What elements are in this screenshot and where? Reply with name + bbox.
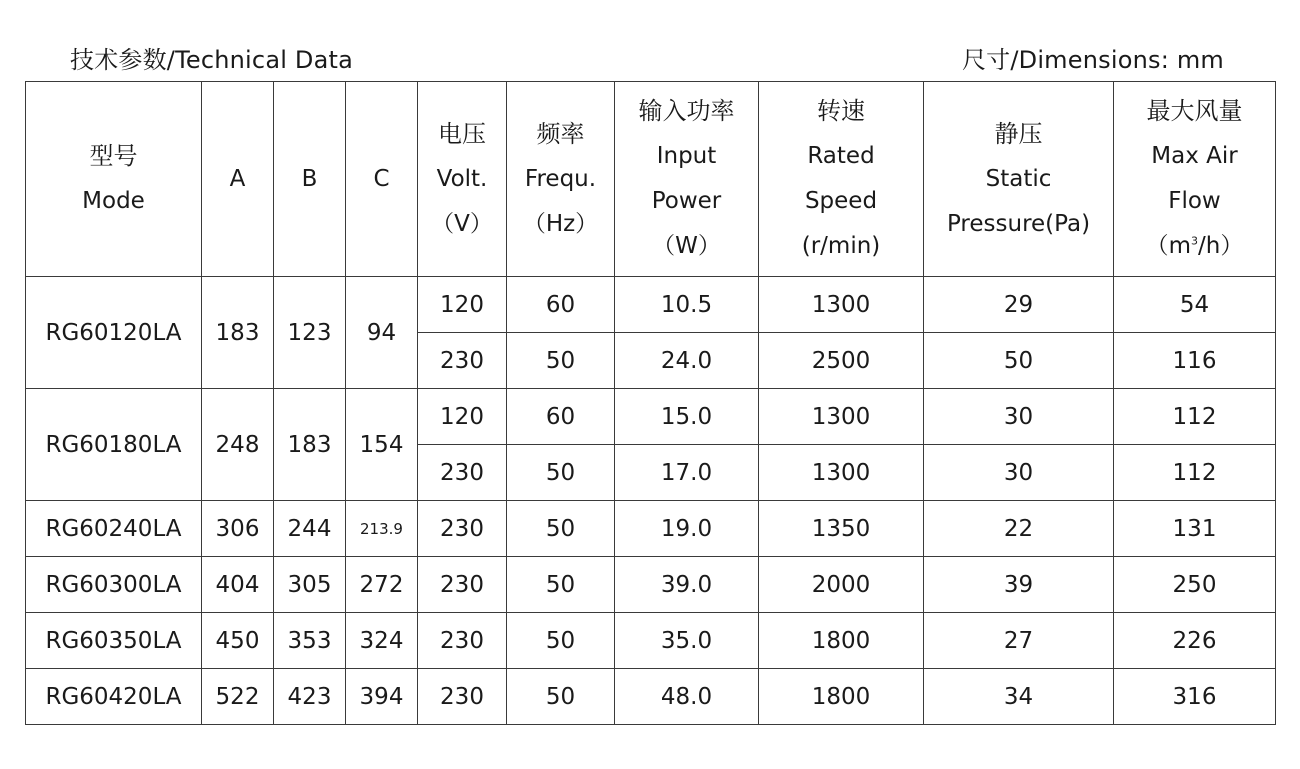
dimension-a-cell: 404: [202, 557, 274, 613]
voltage-cell: 230: [418, 669, 507, 725]
voltage-cell: 230: [418, 613, 507, 669]
rated-speed-cell: 2000: [759, 557, 924, 613]
static-pressure-cell: 34: [924, 669, 1114, 725]
header-rated-speed: 转速 Rated Speed (r/min): [759, 82, 924, 277]
dimension-b-cell: 423: [274, 669, 346, 725]
static-pressure-cell: 30: [924, 445, 1114, 501]
model-cell: RG60180LA: [26, 389, 202, 501]
dimension-a-cell: 450: [202, 613, 274, 669]
frequency-cell: 50: [507, 445, 615, 501]
model-cell: RG60120LA: [26, 277, 202, 389]
model-cell: RG60420LA: [26, 669, 202, 725]
dimension-c-cell: 324: [346, 613, 418, 669]
table-row: [26, 501, 1276, 557]
input-power-cell: 10.5: [615, 277, 759, 333]
dimension-c-cell: 94: [346, 277, 418, 389]
rated-speed-cell: 1350: [759, 501, 924, 557]
table-body: [26, 277, 1276, 725]
header-a: A: [202, 82, 274, 277]
table-row: [26, 669, 1276, 725]
frequency-cell: 60: [507, 389, 615, 445]
dimensions-unit-note: 尺寸/Dimensions: mm: [961, 46, 1224, 74]
header-voltage: 电压 Volt. （V）: [418, 82, 507, 277]
rated-speed-cell: 1300: [759, 277, 924, 333]
max-air-flow-cell: 316: [1114, 669, 1276, 725]
input-power-cell: 35.0: [615, 613, 759, 669]
frequency-cell: 50: [507, 613, 615, 669]
header-b: B: [274, 82, 346, 277]
table-row: [26, 613, 1276, 669]
dimension-c-cell: 272: [346, 557, 418, 613]
static-pressure-cell: 27: [924, 613, 1114, 669]
rated-speed-cell: 1800: [759, 613, 924, 669]
voltage-cell: 230: [418, 501, 507, 557]
technical-data-title: 技术参数/Technical Data: [70, 46, 354, 74]
dimension-c-cell: 394: [346, 669, 418, 725]
static-pressure-cell: 22: [924, 501, 1114, 557]
voltage-cell: 230: [418, 333, 507, 389]
table-row: [26, 557, 1276, 613]
table-row: [26, 277, 1276, 333]
static-pressure-cell: 30: [924, 389, 1114, 445]
dimension-b-cell: 123: [274, 277, 346, 389]
max-air-flow-cell: 250: [1114, 557, 1276, 613]
header-frequency: 频率 Frequ. （Hz）: [507, 82, 615, 277]
rated-speed-cell: 1800: [759, 669, 924, 725]
rated-speed-cell: 1300: [759, 445, 924, 501]
dimension-a-cell: 522: [202, 669, 274, 725]
input-power-cell: 17.0: [615, 445, 759, 501]
dimension-b-cell: 244: [274, 501, 346, 557]
max-air-flow-cell: 54: [1114, 277, 1276, 333]
model-cell: RG60350LA: [26, 613, 202, 669]
table-header-row: [26, 82, 1276, 277]
dimension-a-cell: 183: [202, 277, 274, 389]
header-static-pressure: 静压 Static Pressure(Pa): [924, 82, 1114, 277]
dimension-b-cell: 305: [274, 557, 346, 613]
dimension-b-cell: 353: [274, 613, 346, 669]
input-power-cell: 19.0: [615, 501, 759, 557]
frequency-cell: 50: [507, 669, 615, 725]
max-air-flow-cell: 112: [1114, 445, 1276, 501]
static-pressure-cell: 39: [924, 557, 1114, 613]
dimension-a-cell: 248: [202, 389, 274, 501]
rated-speed-cell: 2500: [759, 333, 924, 389]
frequency-cell: 60: [507, 277, 615, 333]
input-power-cell: 48.0: [615, 669, 759, 725]
input-power-cell: 39.0: [615, 557, 759, 613]
table-row: [26, 389, 1276, 445]
max-air-flow-cell: 112: [1114, 389, 1276, 445]
header-c: C: [346, 82, 418, 277]
input-power-cell: 15.0: [615, 389, 759, 445]
voltage-cell: 120: [418, 389, 507, 445]
dimension-a-cell: 306: [202, 501, 274, 557]
max-air-flow-cell: 226: [1114, 613, 1276, 669]
rated-speed-cell: 1300: [759, 389, 924, 445]
static-pressure-cell: 50: [924, 333, 1114, 389]
max-air-flow-cell: 131: [1114, 501, 1276, 557]
dimension-b-cell: 183: [274, 389, 346, 501]
dimension-c-cell: 213.9: [346, 501, 418, 557]
voltage-cell: 120: [418, 277, 507, 333]
frequency-cell: 50: [507, 333, 615, 389]
technical-data-table: [25, 81, 1276, 725]
voltage-cell: 230: [418, 445, 507, 501]
frequency-cell: 50: [507, 501, 615, 557]
dimension-c-cell: 154: [346, 389, 418, 501]
header-max-air-flow: 最大风量 Max Air Flow $(m^3/h)$: [1114, 82, 1276, 277]
static-pressure-cell: 29: [924, 277, 1114, 333]
header-model: 型号 Mode: [26, 82, 202, 277]
input-power-cell: 24.0: [615, 333, 759, 389]
max-air-flow-cell: 116: [1114, 333, 1276, 389]
frequency-cell: 50: [507, 557, 615, 613]
model-cell: RG60240LA: [26, 501, 202, 557]
voltage-cell: 230: [418, 557, 507, 613]
model-cell: RG60300LA: [26, 557, 202, 613]
header-input-power: 输入功率 Input Power （W）: [615, 82, 759, 277]
